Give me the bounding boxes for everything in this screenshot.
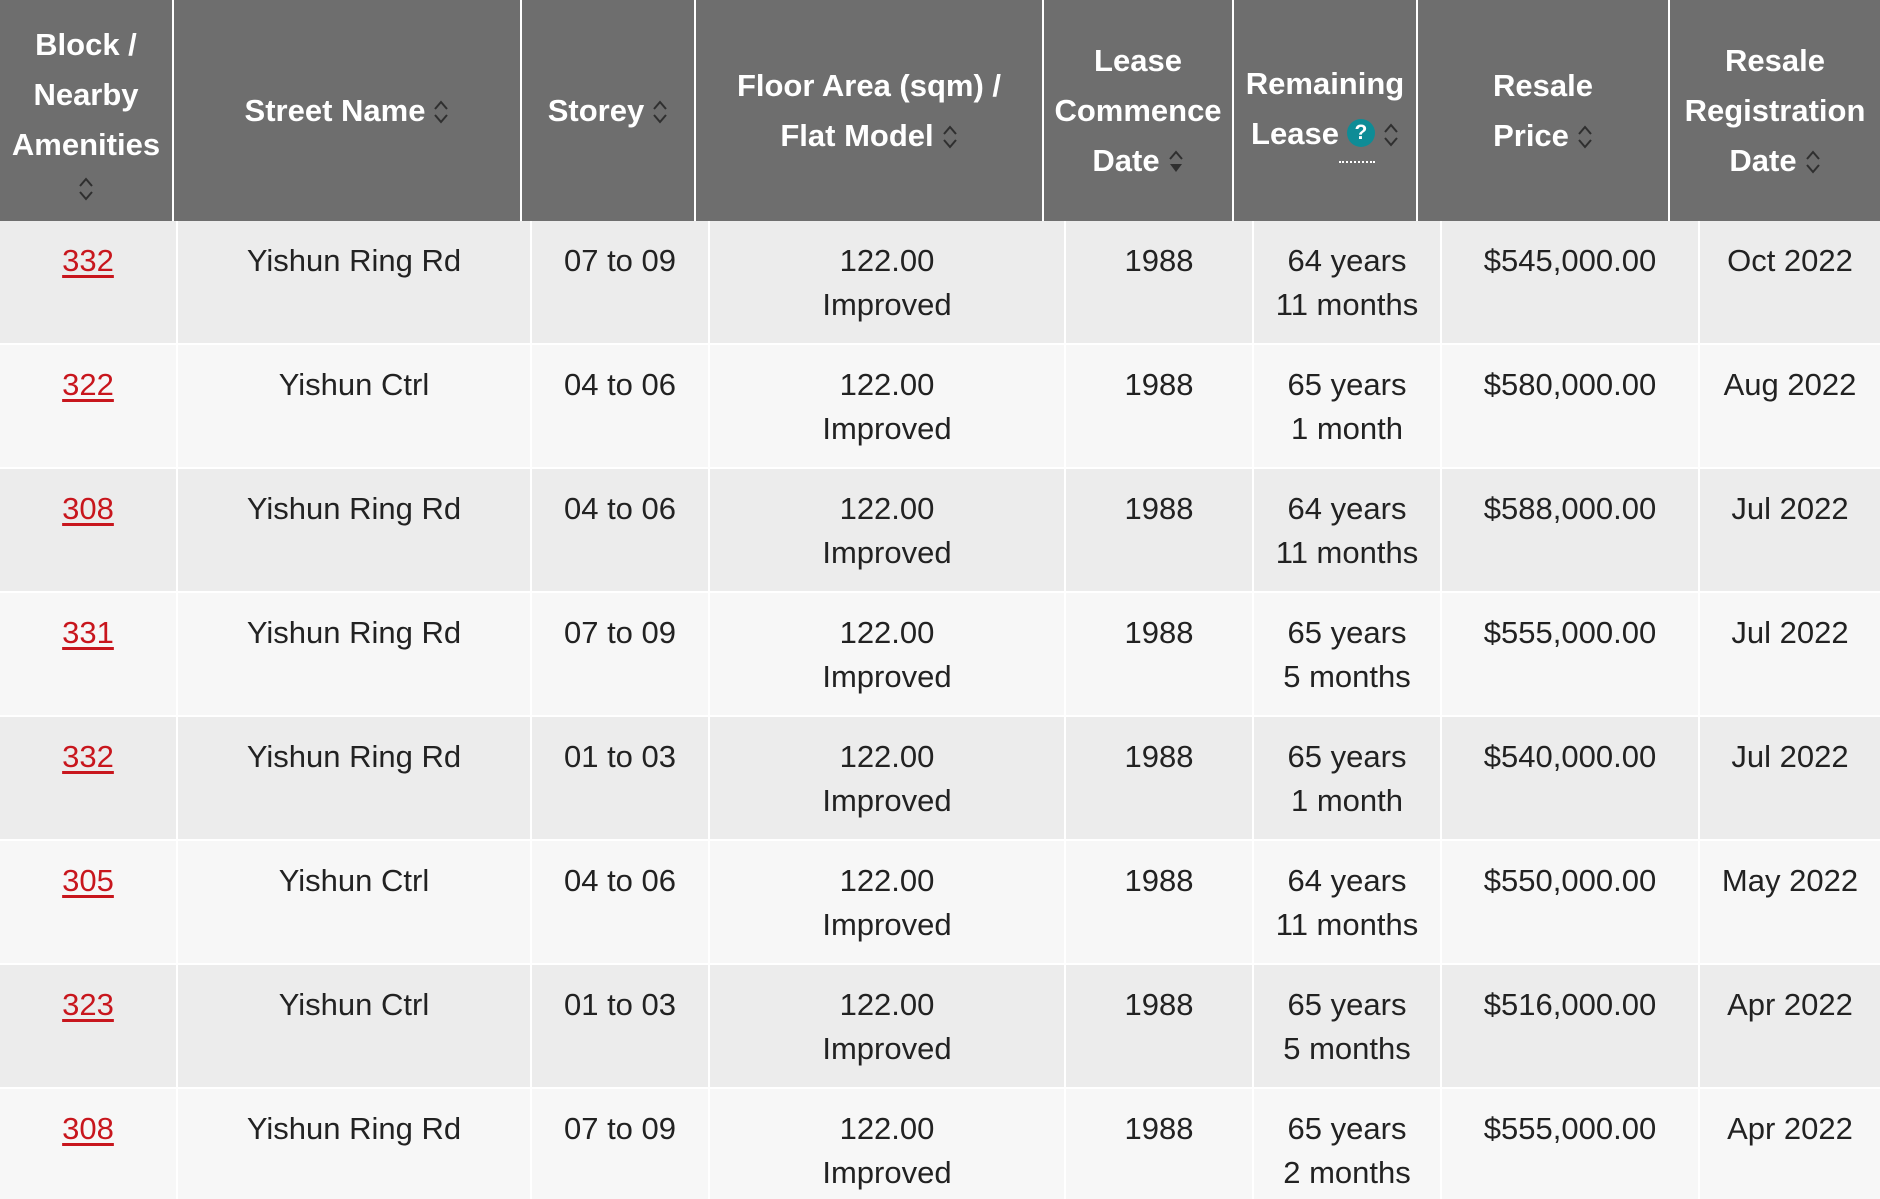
flat-model: Improved xyxy=(822,535,952,570)
cell-lease xyxy=(1066,965,1252,1087)
column-header-label: Street Name xyxy=(244,92,426,128)
cell-date xyxy=(1700,345,1880,467)
resale-price: $588,000.00 xyxy=(1483,491,1657,526)
block-link[interactable]: 332 xyxy=(62,739,114,774)
table-row xyxy=(0,1089,1880,1199)
cell-price xyxy=(1442,469,1698,591)
cell-lease xyxy=(1066,593,1252,715)
column-header-label: Storey xyxy=(547,92,645,128)
cell-block[interactable] xyxy=(0,965,176,1087)
storey-range: 01 to 03 xyxy=(563,739,677,774)
flat-model: Improved xyxy=(822,411,952,446)
lease-commence-year: 1988 xyxy=(1124,491,1194,526)
cell-price xyxy=(1442,221,1698,343)
remaining-lease-years: 65 years xyxy=(1287,739,1407,774)
column-header-label: Amenities xyxy=(11,126,161,162)
column-header-label: Date xyxy=(1092,142,1160,178)
storey-range: 07 to 09 xyxy=(563,243,677,278)
help-tooltip-trigger[interactable] xyxy=(1339,109,1375,163)
cell-price xyxy=(1442,717,1698,839)
storey-range: 04 to 06 xyxy=(563,863,677,898)
registration-date: Apr 2022 xyxy=(1727,1111,1853,1146)
cell-street xyxy=(178,469,530,591)
column-header-lease-commence-date[interactable] xyxy=(1044,0,1232,221)
street-name: Yishun Ring Rd xyxy=(246,243,462,278)
cell-date xyxy=(1700,593,1880,715)
cell-street xyxy=(178,965,530,1087)
cell-block[interactable] xyxy=(0,1089,176,1199)
block-link[interactable]: 308 xyxy=(62,1111,114,1146)
cell-floor xyxy=(710,593,1064,715)
table-row xyxy=(0,221,1880,345)
floor-area: 122.00 xyxy=(839,863,935,898)
column-header-label: Registration xyxy=(1684,92,1866,128)
resale-price: $516,000.00 xyxy=(1483,987,1657,1022)
cell-storey xyxy=(532,593,708,715)
floor-area: 122.00 xyxy=(839,1111,935,1146)
cell-floor xyxy=(710,345,1064,467)
table-header xyxy=(0,0,1880,221)
column-header-resale-price[interactable] xyxy=(1418,0,1668,221)
lease-commence-year: 1988 xyxy=(1124,243,1194,278)
cell-floor xyxy=(710,717,1064,839)
cell-block[interactable] xyxy=(0,221,176,343)
lease-commence-year: 1988 xyxy=(1124,1111,1194,1146)
remaining-lease-months: 1 month xyxy=(1290,783,1403,818)
cell-lease xyxy=(1066,1089,1252,1199)
floor-area: 122.00 xyxy=(839,243,935,278)
cell-remaining xyxy=(1254,469,1440,591)
sort-icon[interactable] xyxy=(1577,124,1593,150)
cell-remaining xyxy=(1254,221,1440,343)
cell-lease xyxy=(1066,221,1252,343)
remaining-lease-years: 64 years xyxy=(1287,243,1407,278)
cell-block[interactable] xyxy=(0,469,176,591)
resale-price: $550,000.00 xyxy=(1483,863,1657,898)
lease-commence-year: 1988 xyxy=(1124,367,1194,402)
floor-area: 122.00 xyxy=(839,615,935,650)
cell-storey xyxy=(532,965,708,1087)
sort-icon[interactable] xyxy=(942,124,958,150)
street-name: Yishun Ring Rd xyxy=(246,491,462,526)
column-header-label: Lease xyxy=(1094,42,1182,78)
remaining-lease-months: 2 months xyxy=(1283,1155,1411,1190)
block-link[interactable]: 323 xyxy=(62,987,114,1022)
block-link[interactable]: 332 xyxy=(62,243,114,278)
column-header-block[interactable] xyxy=(0,0,172,221)
street-name: Yishun Ring Rd xyxy=(246,739,462,774)
resale-price: $580,000.00 xyxy=(1483,367,1657,402)
cell-floor xyxy=(710,841,1064,963)
cell-date xyxy=(1700,717,1880,839)
block-link[interactable]: 305 xyxy=(62,863,114,898)
remaining-lease-months: 11 months xyxy=(1275,907,1419,942)
floor-area: 122.00 xyxy=(839,367,935,402)
table-row xyxy=(0,717,1880,841)
storey-range: 04 to 06 xyxy=(563,491,677,526)
sort-descending-icon[interactable] xyxy=(1168,149,1184,175)
cell-date xyxy=(1700,841,1880,963)
cell-block[interactable] xyxy=(0,345,176,467)
cell-street xyxy=(178,1089,530,1199)
flat-model: Improved xyxy=(822,1155,952,1190)
registration-date: Jul 2022 xyxy=(1731,491,1849,526)
table-row xyxy=(0,593,1880,717)
cell-price xyxy=(1442,345,1698,467)
sort-icon[interactable] xyxy=(652,99,668,125)
resale-price: $540,000.00 xyxy=(1483,739,1657,774)
storey-range: 04 to 06 xyxy=(563,367,677,402)
cell-price xyxy=(1442,965,1698,1087)
lease-commence-year: 1988 xyxy=(1124,863,1194,898)
lease-commence-year: 1988 xyxy=(1124,615,1194,650)
column-header-label: Commence xyxy=(1054,92,1222,128)
registration-date: May 2022 xyxy=(1721,863,1859,898)
lease-commence-year: 1988 xyxy=(1124,739,1194,774)
remaining-lease-years: 65 years xyxy=(1287,615,1407,650)
floor-area: 122.00 xyxy=(839,739,935,774)
cell-storey xyxy=(532,345,708,467)
cell-date xyxy=(1700,469,1880,591)
resale-price: $555,000.00 xyxy=(1483,615,1657,650)
cell-date xyxy=(1700,965,1880,1087)
cell-lease xyxy=(1066,717,1252,839)
remaining-lease-months: 11 months xyxy=(1275,535,1419,570)
table-body xyxy=(0,221,1880,1199)
remaining-lease-years: 65 years xyxy=(1287,1111,1407,1146)
cell-floor xyxy=(710,221,1064,343)
sort-icon[interactable] xyxy=(433,99,449,125)
cell-floor xyxy=(710,469,1064,591)
remaining-lease-months: 11 months xyxy=(1275,287,1419,322)
cell-floor xyxy=(710,1089,1064,1199)
cell-block[interactable] xyxy=(0,841,176,963)
flat-model: Improved xyxy=(822,907,952,942)
column-header-resale-registration-date[interactable] xyxy=(1670,0,1880,221)
cell-remaining xyxy=(1254,345,1440,467)
cell-date xyxy=(1700,221,1880,343)
resale-price: $545,000.00 xyxy=(1483,243,1657,278)
block-link[interactable]: 322 xyxy=(62,367,114,402)
cell-price xyxy=(1442,593,1698,715)
cell-street xyxy=(178,345,530,467)
block-link[interactable]: 331 xyxy=(62,615,114,650)
cell-remaining xyxy=(1254,717,1440,839)
cell-floor xyxy=(710,965,1064,1087)
registration-date: Aug 2022 xyxy=(1723,367,1857,402)
remaining-lease-months: 1 month xyxy=(1290,411,1403,446)
registration-date: Jul 2022 xyxy=(1731,615,1849,650)
help-icon[interactable]: ? xyxy=(1347,119,1375,147)
cell-street xyxy=(178,593,530,715)
street-name: Yishun Ctrl xyxy=(278,367,430,402)
table-row xyxy=(0,965,1880,1089)
registration-date: Oct 2022 xyxy=(1727,243,1853,278)
flat-model: Improved xyxy=(822,287,952,322)
cell-lease xyxy=(1066,841,1252,963)
resale-price: $555,000.00 xyxy=(1483,1111,1657,1146)
column-header-label: Flat Model xyxy=(780,117,934,153)
street-name: Yishun Ring Rd xyxy=(246,615,462,650)
column-header-label: Date xyxy=(1729,142,1797,178)
street-name: Yishun Ring Rd xyxy=(246,1111,462,1146)
street-name: Yishun Ctrl xyxy=(278,987,430,1022)
remaining-lease-years: 64 years xyxy=(1287,491,1407,526)
flat-model: Improved xyxy=(822,783,952,818)
flat-model: Improved xyxy=(822,659,952,694)
floor-area: 122.00 xyxy=(839,987,935,1022)
column-header-street-name[interactable] xyxy=(174,0,520,221)
storey-range: 07 to 09 xyxy=(563,615,677,650)
sort-icon[interactable] xyxy=(1805,149,1821,175)
cell-storey xyxy=(532,469,708,591)
column-header-storey[interactable] xyxy=(522,0,694,221)
floor-area: 122.00 xyxy=(839,491,935,526)
column-header-label: Floor Area (sqm) / xyxy=(736,67,1002,103)
block-link[interactable]: 308 xyxy=(62,491,114,526)
cell-price xyxy=(1442,841,1698,963)
cell-street xyxy=(178,717,530,839)
cell-date xyxy=(1700,1089,1880,1199)
cell-remaining xyxy=(1254,965,1440,1087)
cell-street xyxy=(178,841,530,963)
remaining-lease-months: 5 months xyxy=(1283,659,1411,694)
street-name: Yishun Ctrl xyxy=(278,863,430,898)
flat-model: Improved xyxy=(822,1031,952,1066)
cell-block[interactable] xyxy=(0,717,176,839)
cell-remaining xyxy=(1254,841,1440,963)
cell-lease xyxy=(1066,345,1252,467)
cell-storey xyxy=(532,221,708,343)
column-header-label: Lease xyxy=(1251,115,1339,151)
storey-range: 01 to 03 xyxy=(563,987,677,1022)
column-header-label: Block / xyxy=(35,26,137,62)
cell-storey xyxy=(532,841,708,963)
lease-commence-year: 1988 xyxy=(1124,987,1194,1022)
table-row xyxy=(0,841,1880,965)
sort-icon[interactable] xyxy=(1383,122,1399,148)
remaining-lease-years: 65 years xyxy=(1287,367,1407,402)
column-header-label: Resale xyxy=(1493,67,1593,103)
registration-date: Apr 2022 xyxy=(1727,987,1853,1022)
cell-price xyxy=(1442,1089,1698,1199)
column-header-label: Price xyxy=(1493,117,1569,153)
registration-date: Jul 2022 xyxy=(1731,739,1849,774)
cell-lease xyxy=(1066,469,1252,591)
remaining-lease-years: 64 years xyxy=(1287,863,1407,898)
column-header-label: Nearby xyxy=(33,76,139,112)
remaining-lease-years: 65 years xyxy=(1287,987,1407,1022)
storey-range: 07 to 09 xyxy=(563,1111,677,1146)
cell-block[interactable] xyxy=(0,593,176,715)
column-header-remaining-lease[interactable] xyxy=(1234,0,1416,221)
cell-remaining xyxy=(1254,593,1440,715)
cell-storey xyxy=(532,1089,708,1199)
table-row xyxy=(0,345,1880,469)
column-header-floor-area[interactable] xyxy=(696,0,1042,221)
column-header-label: Remaining xyxy=(1245,65,1405,101)
column-header-label: Resale xyxy=(1725,42,1825,78)
cell-storey xyxy=(532,717,708,839)
remaining-lease-months: 5 months xyxy=(1283,1031,1411,1066)
cell-street xyxy=(178,221,530,343)
sort-icon[interactable] xyxy=(78,176,94,202)
cell-remaining xyxy=(1254,1089,1440,1199)
table-row xyxy=(0,469,1880,593)
